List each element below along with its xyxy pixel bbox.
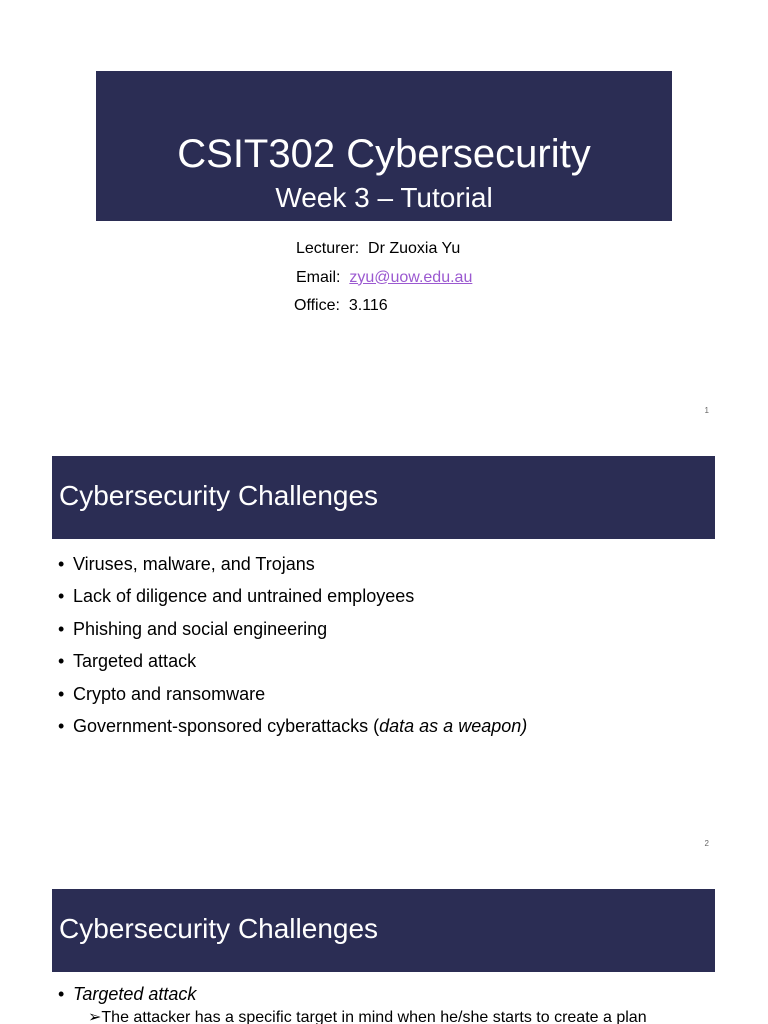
sub-bullet-item: ➢The attacker has a specific target in mind when he/she starts to create a plan [88,1009,647,1024]
slide-heading: Cybersecurity Challenges [59,913,379,944]
bullet-list [58,978,196,1010]
office-number: 3.116 [348,297,388,314]
list-item: • Crypto and ransomware [58,683,266,704]
list-item: • Phishing and social engineering [58,618,328,639]
lecturer-label: Lecturer: [296,240,360,257]
slide-title: CSIT302 Cybersecurity [177,132,591,176]
arrow-bullet-icon: ➢ [88,1009,102,1024]
list-item: • Government-sponsored cyberattacks (data as a weapon) [58,716,528,737]
list-item: • Targeted attack [58,651,197,672]
italic-emphasis: data as a weapon) [379,716,528,737]
office-label: Office: [294,297,340,314]
bullet-list [58,548,527,742]
office-row [294,292,472,321]
list-item: • Lack of diligence and untrained employees [58,586,415,607]
slide-3 [0,865,768,1024]
email-link[interactable]: zyu@uow.edu.au [349,268,473,286]
email-label: Email: [296,268,341,286]
list-item: • Targeted attack [58,984,197,1004]
contact-info [296,235,472,321]
email-row [296,264,472,293]
slide-subtitle: Week 3 – Tutorial [275,182,493,213]
slide-heading: Cybersecurity Challenges [59,480,379,511]
page-number: 1 [704,406,709,415]
page-number: 2 [704,839,709,848]
lecturer-name: Dr Zuoxia Yu [368,240,461,257]
list-item: • Viruses, malware, and Trojans [58,554,315,574]
lecturer-row [296,235,472,264]
slide-2 [0,432,768,865]
slide-1 [0,0,768,432]
